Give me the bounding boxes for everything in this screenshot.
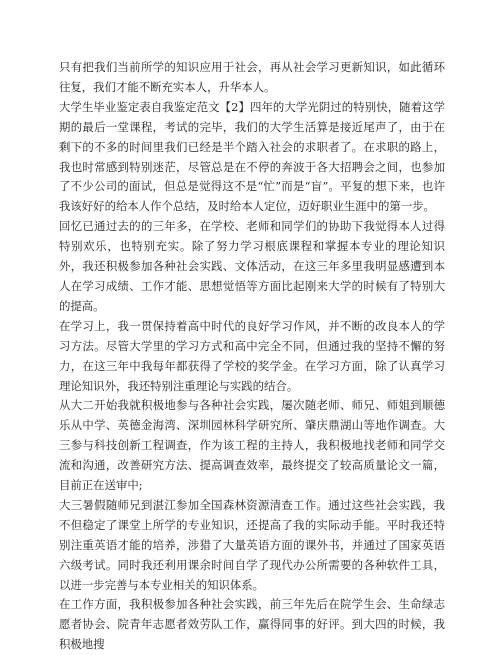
paragraph-5: 从大二开始我就积极地参与各种社会实践，屡次随老师、师兄、师姐到顺德乐从中学、英德金海湾、深圳园林科学研究所、肇庆鼎湖山等地作调查。大三参与科技创新工程调查，作为该工程的主持人，我积极地找老师和同学交流和沟通，改善研究方法、提高调查效率，最终提交了较高质量论文一篇，目前正在送审中; [59,398,445,493]
document-body [59,58,445,655]
paragraph-1: 只有把我们当前所学的知识应用于社会，再从社会学习更新知识，如此循环往复，我们才能不断充实本人，升华本人。 [59,60,445,94]
paragraph-3: 回忆已通过去的的三年多，在学校、老师和同学们的协助下我觉得本人过得特别欢乐，也特别充实。除了努力学习根底课程和掌握本专业的理论知识外，我还积极参加各种社会实践、文体活动，在这三年多里我明显感遭到本人在学习成绩、工作才能、思想觉悟等方面比起刚来大学的时候有了特别大的提高。 [59,219,445,313]
paragraph-6: 大三暑假随师兄到湛江参加全国森林资源清查工作。通过这些社会实践，我不但稳定了课堂上所学的专业知识，还提高了我的实际动手能。平时我还特别注重英语才能的培养，涉猎了大量英语方面的课外书，并通过了国家英语六级考试。同时我还利用课余时间自学了现代办公所需要的各种软件工具，以进一步完善与本专业相关的知识体系。 [59,497,445,592]
paragraph-7: 在工作方面，我积极参加各种社会实践，前三年先后在院学生会、生命绿志愿者协会、院青年志愿者效劳队工作，赢得同事的好评。到大四的时候，我积极地搜 [59,597,445,652]
paragraph-2: 大学生毕业鉴定表自我鉴定范文【2】四年的大学光阴过的特别快，随着这学期的最后一堂课程，考试的完毕，我们的大学生活算是接近尾声了，由于在剩下的不多的时间里我们已经是半个踏入社会的求职者了。在求职的路上，我也时常感到特别迷茫，尽管总是在不停的奔波于各大招聘会之间，也参加了不少公司的面试，但总是觉得这不是“忙”而是“盲”。平复的想下来，也许我该好好的给本人作个总结，及时给本人定位，迈好职业生涯中的第一步。 [59,99,445,214]
paragraph-4: 在学习上，我一贯保持着高中时代的良好学习作风，并不断的改良本人的学习方法。尽管大学里的学习方式和高中完全不同，但通过我的坚持不懈的努力，在这三年中我每年都获得了学校的奖学金。在学习方面，除了认真学习理论知识外，我还特别注重理论与实践的结合。 [59,318,445,393]
